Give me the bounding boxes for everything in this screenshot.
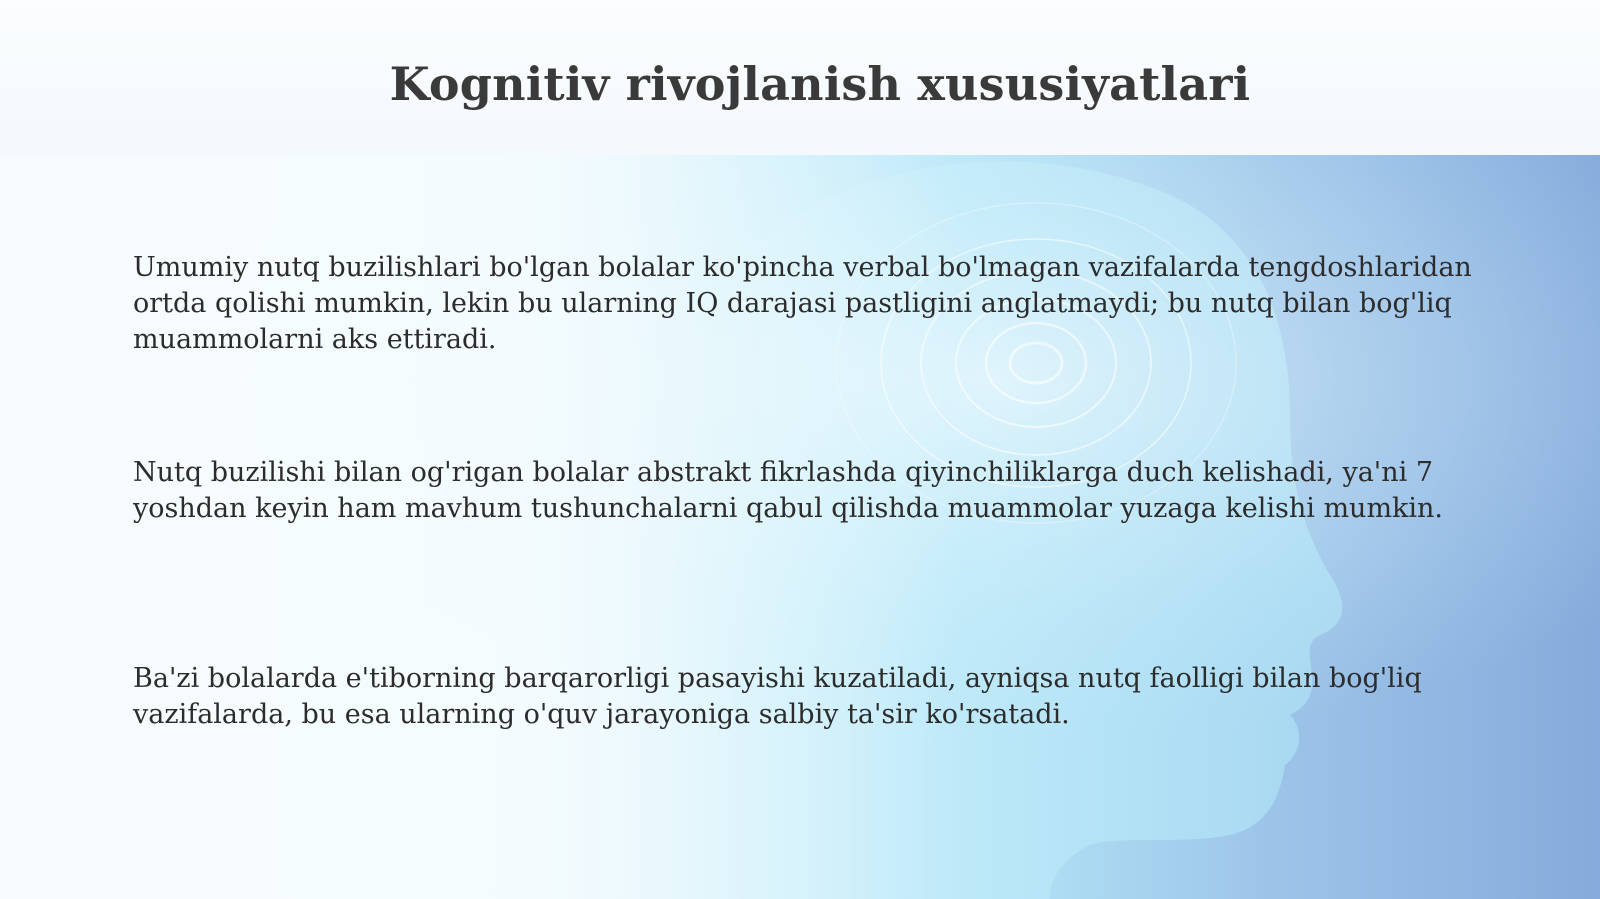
paragraph-2: Nutq buzilishi bilan og'rigan bolalar abstrakt fikrlashda qiyinchiliklarga duch kelishadi, ya'ni 7 yoshdan keyin ham mavhum tushunchalarni qabul qilishda muammolar yuzaga kelishi mumkin. xyxy=(133,457,1444,524)
paragraph-1: Umumiy nutq buzilishlari bo'lgan bolalar ko'pincha verbal bo'lmagan vazifalarda tengdoshlaridan ortda qolishi mumkin, lekin bu ularning IQ darajasi pastligini anglatmaydi; bu nutq bilan bog'liq muammolarni aks ettiradi. xyxy=(133,252,1472,355)
slide-title: Kognitiv rivojlanish xususiyatlari xyxy=(389,57,1251,111)
paragraph-3: Ba'zi bolalarda e'tiborning barqarorligi pasayishi kuzatiladi, ayniqsa nutq faolligi bilan bog'liq vazifalarda, bu esa ularning o'quv jarayoniga salbiy ta'sir ko'rsatadi. xyxy=(133,663,1422,730)
